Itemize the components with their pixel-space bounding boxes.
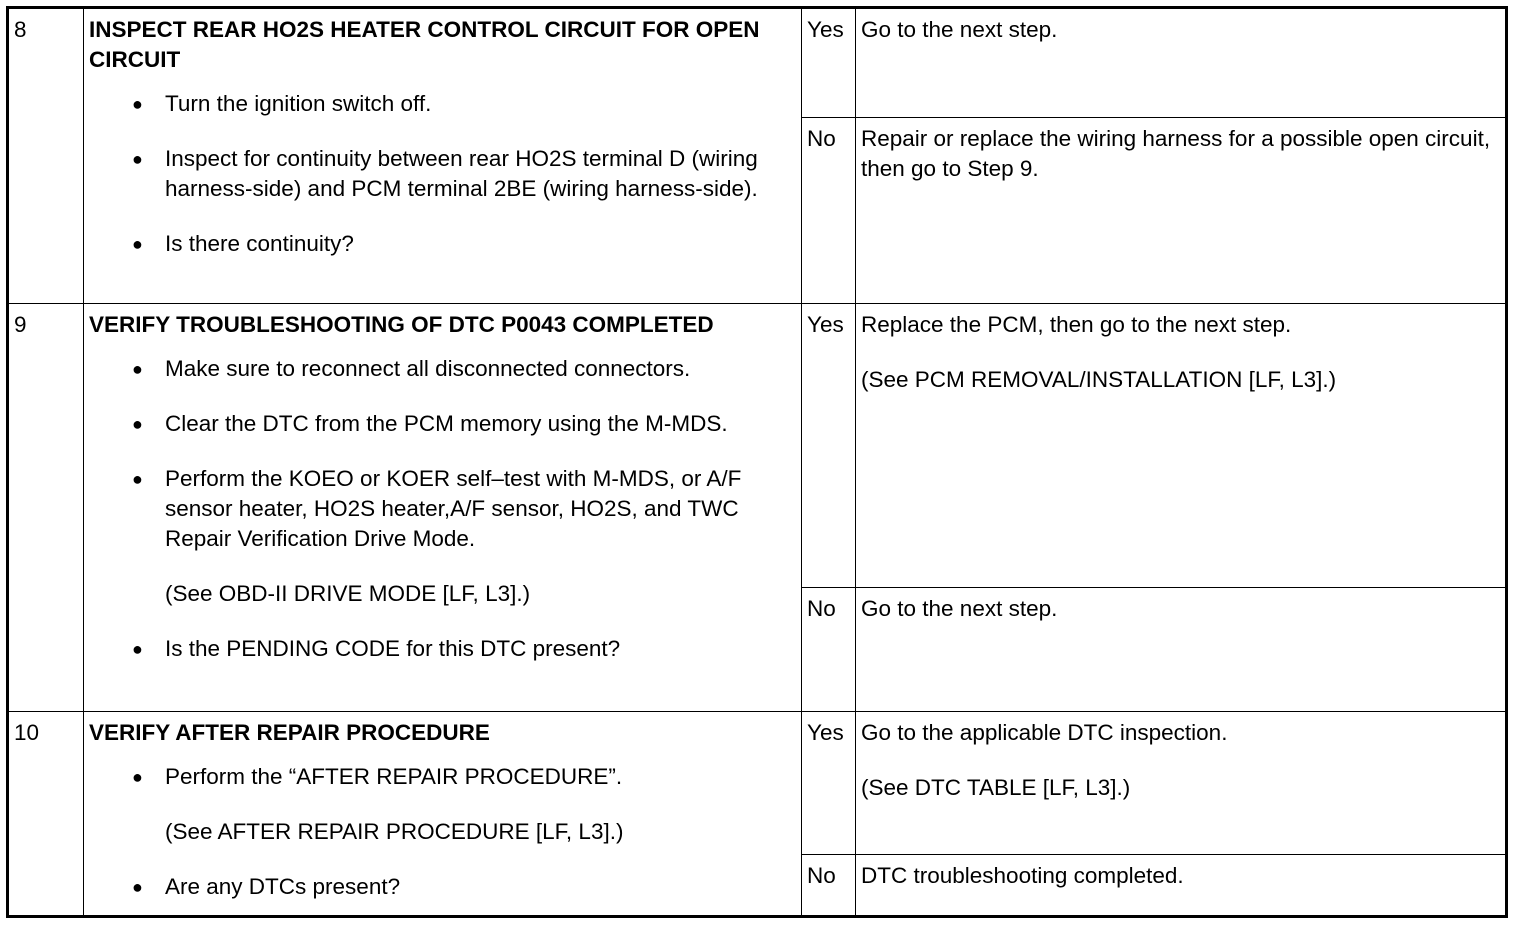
step-number: 9 — [8, 304, 84, 712]
yes-result — [856, 8, 1507, 118]
no-result — [856, 588, 1507, 712]
no-label: No — [802, 855, 856, 917]
bullet-item — [89, 762, 796, 792]
no-result — [856, 855, 1507, 917]
step-title: VERIFY TROUBLESHOOTING OF DTC P0043 COMPLETED — [89, 312, 714, 337]
bullet-icon: ● — [132, 234, 143, 254]
bullet-text: Inspect for continuity between rear HO2S terminal D (wiring harness-side) and PCM terminal 2BE (wiring harness-side). — [165, 146, 758, 201]
result-text: Go to the next step. — [861, 596, 1058, 621]
bullet-icon: ● — [132, 767, 143, 787]
step-number: 8 — [8, 8, 84, 304]
step-9-yes-row — [8, 304, 1507, 588]
step-action-cell — [84, 304, 802, 712]
step-action-cell — [84, 712, 802, 917]
result-reference: (See PCM REMOVAL/INSTALLATION [LF, L3].) — [861, 367, 1337, 392]
bullet-item — [89, 229, 796, 259]
no-result — [856, 118, 1507, 304]
step-8-yes-row — [8, 8, 1507, 118]
bullet-text: Is there continuity? — [165, 231, 354, 256]
result-text: Replace the PCM, then go to the next step. — [861, 312, 1292, 337]
step-title: VERIFY AFTER REPAIR PROCEDURE — [89, 720, 490, 745]
step-action-cell — [84, 8, 802, 304]
bullet-item — [89, 89, 796, 119]
bullet-item — [89, 354, 796, 384]
step-title: INSPECT REAR HO2S HEATER CONTROL CIRCUIT FOR OPEN CIRCUIT — [89, 17, 760, 72]
diagnostic-procedure-table — [6, 6, 1508, 918]
result-text: DTC troubleshooting completed. — [861, 863, 1184, 888]
step-number: 10 — [8, 712, 84, 917]
reference-text: (See AFTER REPAIR PROCEDURE [LF, L3].) — [165, 819, 624, 844]
bullet-text: Perform the KOEO or KOER self–test with M-MDS, or A/F sensor heater, HO2S heater,A/F sensor, HO2S, and TWC Repair Verification Drive Mode. — [165, 466, 742, 551]
bullet-text: Turn the ignition switch off. — [165, 91, 432, 116]
bullet-icon: ● — [132, 414, 143, 434]
bullet-icon: ● — [132, 877, 143, 897]
yes-label: Yes — [802, 8, 856, 118]
bullet-item — [89, 464, 796, 554]
yes-label: Yes — [802, 712, 856, 855]
result-text: Repair or replace the wiring harness for a possible open circuit, then go to Step 9. — [861, 126, 1491, 181]
bullet-text: Clear the DTC from the PCM memory using the M-MDS. — [165, 411, 728, 436]
reference-text: (See OBD-II DRIVE MODE [LF, L3].) — [165, 581, 531, 606]
result-text: Go to the applicable DTC inspection. — [861, 720, 1228, 745]
bullet-item — [89, 872, 796, 902]
no-label: No — [802, 588, 856, 712]
no-label: No — [802, 118, 856, 304]
bullet-item — [89, 634, 796, 664]
step-10-yes-row — [8, 712, 1507, 855]
bullet-icon: ● — [132, 94, 143, 114]
yes-label: Yes — [802, 304, 856, 588]
bullet-icon: ● — [132, 639, 143, 659]
bullet-item — [89, 409, 796, 439]
bullet-text: Is the PENDING CODE for this DTC present? — [165, 636, 621, 661]
bullet-icon: ● — [132, 469, 143, 489]
bullet-icon: ● — [132, 359, 143, 379]
bullet-item — [89, 144, 796, 204]
bullet-text: Perform the “AFTER REPAIR PROCEDURE”. — [165, 764, 623, 789]
result-reference: (See DTC TABLE [LF, L3].) — [861, 775, 1131, 800]
bullet-text: Are any DTCs present? — [165, 874, 401, 899]
yes-result — [856, 712, 1507, 855]
bullet-icon: ● — [132, 149, 143, 169]
yes-result — [856, 304, 1507, 588]
bullet-text: Make sure to reconnect all disconnected connectors. — [165, 356, 691, 381]
result-text: Go to the next step. — [861, 17, 1058, 42]
